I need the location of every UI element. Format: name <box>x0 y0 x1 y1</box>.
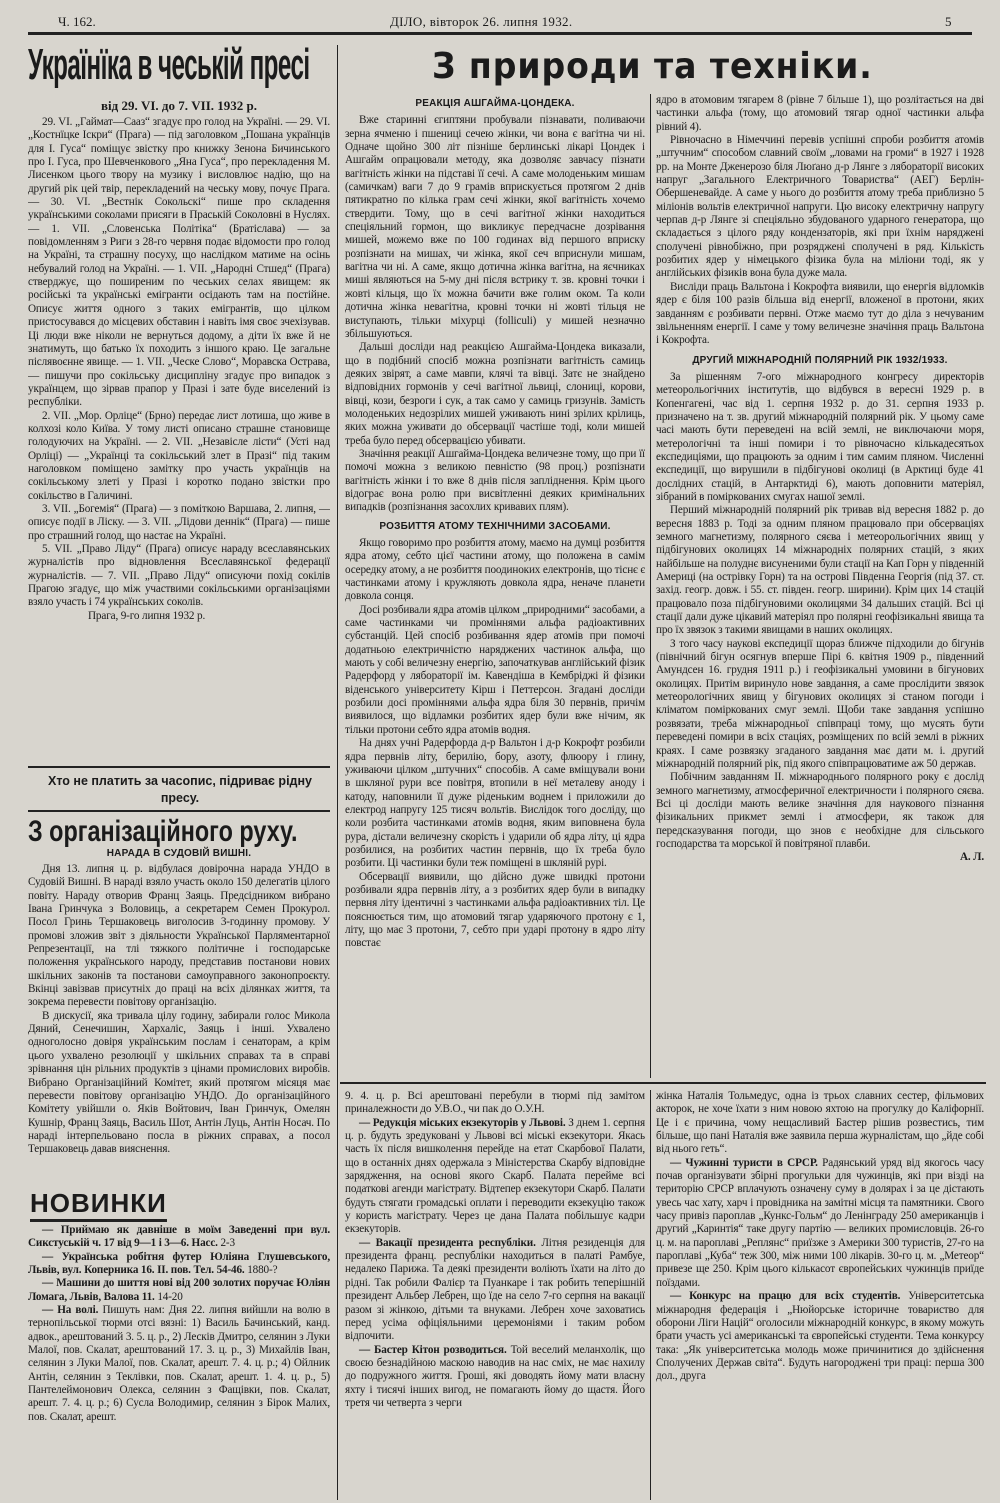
novynky-title: НОВИНКИ <box>30 1188 167 1222</box>
signature: А. Л. <box>959 851 984 864</box>
nature-col-1 <box>345 94 645 1078</box>
novynky-body <box>28 1224 330 1500</box>
divider <box>28 766 330 768</box>
masthead: ДІЛО, вівторок 26. липня 1932. <box>390 14 573 29</box>
paragraph: 5. VII. „Право Ліду“ (Прага) описує нараду всеславянських журналістів про відновлення Всеславянської федерації журналістів. — 7. VII. „Право Ліду“ описуючи похід сокілів Прагою згадує, що між участвими сокільськими організаціями взяло участь і 74 українських соколів. <box>28 543 330 609</box>
page-number: 5 <box>945 14 952 29</box>
news-item: — Бастер Кітон розводиться. Той веселий меланхолік, що своєю безнадійною маскою наводив на нас сміх, не має нахилу до подружного життя. Гроші, які доводять йому мати власну яхту і тисячі інших вигод, не помагають йому до щастя. Його третя чи четверта з черги <box>345 1343 645 1409</box>
nature-title: З природи та техніки. <box>432 46 873 87</box>
section-heading: РЕАКЦІЯ АШГАЙМА-ЦОНДЕКА. <box>415 98 575 109</box>
dateline: Прага, 9-го липня 1932 р. <box>88 609 206 622</box>
paragraph: Досі розбивали ядра атомів цілком „природними“ засобами, а саме частинками чи проміннями альфа радіоактивних субстанцій. Цей спосіб розбивання ядер атомів при помочі додатньою електричністю наряджених частинок альфа, що мають у собі величезну енергію, започаткував англійський фізик Радерфорд у лябораторії ім. Кавендіша в Кембріджі й фізики віденського університету Кірш і Петтерсон. Згадані досліди розбили досі проміннями альфа ядра біля 30 первнів, причім виявилося, що відламки розбитих ядер були вже нічим, як тільки протони себто ядра атомів водня. <box>345 603 645 736</box>
nature-col-2 <box>656 94 984 1078</box>
ukrainika-subtitle: від 29. VI. до 7. VII. 1932 р. <box>101 98 257 113</box>
paragraph: Значіння реакції Ашгайма-Цондека величезне тому, що при її помочі можна з великою певністю (98 проц.) розпізнати вагітність жінки і то вже 8 днів після запліднення. Крім цього відограє вона ролю при висвітленні деяких кримінальних випадків (розпізнання засохлих кривавих плям). <box>345 447 645 514</box>
news-item: — Конкурс на працю для всіх студентів. Університетська міжнародня федерація і „Нюйорське історичне товариство для оборони Ліги Націй“ оголосили міжнародній конкурс, в якому можуть брати участь усі американські та європейські студенти. Тема конкурсу така: „Як університетська молодь може причинитися до здійснення Сполучених Держав світа“. Будуть нагороджені три праці: перша 300 дол., друга <box>656 1290 984 1383</box>
paragraph: В дискусії, яка тривала цілу годину, забирали голос Микола Дяний, Сенечишин, Хархаліс, Заяць і інші. Ухвалено одноголосно довіря українським послам і сенаторам, а крім цього ухвалено резолюції у шкільних справах та в справі зрівнання цін рільних продуктів з цінами промислових виробів. Вибрано Організаційний Комітет, який протягом місяця має перевести повітову організацію УНДО. До організаційного Комітету увійшли о. Яків Войтович, Іван Гринчук, Омелян Кушнір, Франц Заяць, Василь Шот, Антін Луць, Антін Носач. По нараді інтерпельовано посла в ріжних справах, а посол Тершаковець давав вияснення. <box>28 1009 330 1156</box>
paragraph: Якщо говоримо про розбиття атому, маємо на думці розбиття ядра атому, себто цієї частини атому, що положена в самім осередку атому, а не розбиття поодиноких електронів, що тіснє є частинками атому і кружляють довкола ядра, неначе планети довкола сонця. <box>345 537 645 603</box>
paragraph: Обсервації виявили, що дійсно дуже швидкі протони розбивали ядра первнів літу, а з розбитих ядер були в випадку первня літу ідентичні з частинками альфа радіоактивних тіл. Це пояснюється тим, що атомовий тягар ударяючого протону є 1, літу, що має 3 протони, 7, себто при ударі протону в ядро літу повстає <box>345 870 645 950</box>
news-item: 9. 4. ц. р. Всі арештовані перебули в тюрмі під замітом приналежности до У.В.О., чи пак до О.У.Н. <box>345 1090 645 1116</box>
paragraph: Дальші досліди над реакцією Ашгайма-Цондека виказали, що в подібний спосіб можна розпізнати вагітність самиць деяких звірят, а саме мавпи, клячі та вівці. Затє не знайдено відповідних гормонів у сечі вагітної львиці, слониці, корови, вівці, кози, безроги і сук, а так само у самиць гризунів. Замість молоденьких недозрілих мишей уживають нині зрілих крілиць, яких можна уживати до обсервації частіше тоді, коли мишей треба було перед обсервацією убивати. <box>345 341 645 447</box>
column-rule <box>650 94 651 1078</box>
org-title: З організаційного руху. <box>28 815 298 848</box>
news-item: — Вакації президента республіки. Літня резиденція для президента франц. республіки находиться в палаті Рамбуе, недалеко Парижа. Та деякі президенти воліють їхати на літо до рідні. Так робили Фалієр та Пуанкаре і так робить теперішній президент Альбер Лебрен, що їде на село 7-го серпня на вакації разом зі жінкою, дітьми та внуками. Лебрен хоче заховатись перед усіма офіціяльними церемоніями і таким робом відпочити. <box>345 1236 645 1343</box>
paragraph: 3. VII. „Богемія“ (Прага) — з поміткою Варшава, 2. липня, — описує події в Ліску. — 3. VII. „Лідови деннік“ (Прага) — пише про страшний голод, що настає на Україні. <box>28 502 330 542</box>
news-item: — Приймаю як давніше в моїм Заведенні при вул. Сикстуській ч. 17 від 9—1 і 3—6. Насс. 2-3 <box>28 1224 330 1250</box>
header-rule <box>28 32 972 35</box>
org-body <box>28 863 330 1181</box>
paragraph: ядро в атомовим тягарем 8 (рівне 7 більше 1), що розлітається на дві частинки альфа (тому, що атомовий тягар одної частинки альфа рівний 4). <box>656 94 984 133</box>
news-item: жінка Наталія Тольмедус, одна із трьох славних сестер, фільмових акторок, не хоче їхати з ним новою яхтою на прогулку до Каліфорнії. Це і є причина, чому нещасливий Бастер рішив розвестись, тим більше, що пані Наталія вже заявила перша журналістам, що „йде собі від нього геть“. <box>656 1090 984 1156</box>
paragraph: На днях учні Радерфорда д-р Вальтон і д-р Кокрофт розбили ядра первнів літу, берилію, бору, азоту, флюору і глину, уживаючи цілком „штучних“ способів. А саме вміщували вони в шкляної рури все повітря, втопили в неї металеву аноду і катоду, наповнили її дуже ріденьким воднем і приложили до електрод напругу 125 тисяч вольтів. Вислідок того досліду, що коли розбита частинками атомів водня, яким виповнена була рура, дістали величезну скорість і ударили об ядра літу, ці ядра розбилися, на розбитих частин первнів, що їх треба було розбити. Ці частинки були теж поміщені в шкляній рурі. <box>345 737 645 870</box>
ukrainika-title: Українїка в чеській пресі <box>28 40 310 89</box>
paragraph: 2. VII. „Мор. Орліце“ (Брно) передає лист лотиша, що живе в колхозі коло Київа. У тому листі описано страшне становище голодуючих на Україні. — 2. VII. „Незавісле лісти“ (Усті над Орліці) — „Українці та сокільський злет в Празі“ під таким наголовком поміщено замітку про участь українців на сокільському злеті у Празі і коротко подано звістки про сокільство в Галичині. <box>28 409 330 502</box>
paragraph: За рішенням 7-ого міжнародного конгресу директорів метеорольогічних інститутів, що відбувся в вересні 1929 р. в Копенгагені, час від 1. серпня 1932 р. до 31. серпня 1933 р. призначено на т. зв. другий міжнародній полярний рік. У цьому саме часі мають бути переведені на всій землі, не виключаючи моря, метерологічні та інші помири і то рівночасно кількадесятьох експедиціями, що працюють за одним і тим самим пляном. Численні експедиції, що вирушили в підбігунові околиці (в Арктиці буде 41 дослідних стацій, в Антарктиді 6), мають доповнити матеріял, зібраний в поміркованих смугах нашої землі. <box>656 370 984 503</box>
divider <box>28 810 330 812</box>
column-rule <box>337 45 338 1500</box>
column-rule <box>650 1090 651 1500</box>
issue-number: Ч. 162. <box>58 14 96 29</box>
section-heading: РОЗБИТТЯ АТОМУ ТЕХНІЧНИМИ ЗАСОБАМИ. <box>379 520 611 532</box>
paragraph: Вже старинні єгиптяни пробували пізнавати, поливаючи зерна ячменю і пшениці сечею жінки, чи вона є вагітна чи ні. Одначе щойно 300 літ пізніше берлинські лікарі Цондек і Ашгайм опрацювали методу, яка дозволяє завчасу пізнати вагітність жінки на підставі її сечі. А саме молоденьким мишам (самичкам) ваги 7 до 9 грамів вприскується протягом 2 днів пятикратно по кілька грам сечі жінки, якої вагітність хочемо ствердити. Тому, що в сечі вагітної жінки находиться спеціяльний гормон, що викликує передчасне дозрівання мишей, можемо вже по 100 годинах від першого вприску розпізнати на мишах, чи жінка, якої сеч вприснули мишам, вагітна чи ні. А саме, якщо дотична жінка вагітна, на яєчниках миші являються на 5-му дні після встрику т. зв. кровні точки і жовті кільця, що їх можна бачити вже голим оком. Та коли дотична жінка невагітна, кровні точки ні жовті тільця не виступають, тільки міхурці (folliculi) у мишей незначно збільшуються. <box>345 114 645 340</box>
paragraph: Висліди праць Вальтона і Кокрофта виявили, що енергія відломків ядер є біля 100 разів більша від енергії, вложеної в протони, яких завданням є розбивати первні. Отже маємо тут до діла з нечуваним звільненням енергії. І саме у тому величезне значіння праць Вальтона і Кокрофта. <box>656 280 984 347</box>
paragraph: З того часу наукові експедиції щораз ближче підходили до бігунів (північний бігун осягнув вперше Пірі 6. квітня 1909 р., південний Амундсен 16. грудня 1911 р.) і геофізикальні умовини в бігунових околицях. Притім виринуло нове завдання, а саме прослідити звязок метеорологічних явищ у бігунових околицях зі станом погоди і кліматом поміркованих смуг землі. Щоби таке завдання успішно розвязати, треба міжнародньої співпраці тому, що мусять бути переведені помири в всіх стаціях, розміщених по всій землі в ріжних краях. І саме розвязку згаданого завдання має дати м. і. другий міжнародній полярний рік, під якого співпрацюватиме аж 50 держав. <box>656 637 984 770</box>
section-heading: ДРУГИЙ МІЖНАРОДНІЙ ПОЛЯРНИЙ РІК 1932/1933. <box>692 354 948 366</box>
news-item: — Редукція міських екзекуторів у Львові. З днем 1. серпня ц. р. будуть зредуковані у Львові всі міські екзекутори. Якась часть їх після вишколення перейде на етат Скарбової Палати, що в останніх днях одержала з Міністерства Скарбу відповідне зарядження, на основі якого Скарб. Палата перейме всі податкові агенди магістрату. Відтепер екзекутори Скарб. Палати будуть стягати громадські оплати і переводити екзекуцію також у користь магістрату. Через це дана Палата побільшує кадри екзекуторів. <box>345 1116 645 1236</box>
paragraph: Рівночасно в Німеччині перевів успішні спроби розбиття атомів „штучним“ способом славний своїм „ловами на громи“ в 1927 і 1928 рр. на Монте Дженерозо біля Люґано д-р Лянге з лябораторії високих напруг „Загального Електричного Товариства“ (АЕГ) Берлін-Обершеневайде. А саме у нього до розбиття атому треба приблизно 5 міліонів вольтів електричної напруги. Цю високу електричну напругу черпав д-р Лянге зі спеціяльно збудованого ударного генератора, що складається з цілого ряду кондензаторів, які при їхнім наряджені сполучені рівнобіжно, при розряджені сполучені в ряд. Кількість розбитих ядер у німецького фізика була на міліони тоді, як у англійських фізиків вона була дуже мала. <box>656 134 984 280</box>
news-col-2 <box>656 1090 984 1500</box>
paragraph: Дня 13. липня ц. р. відбулася довірочна нарада УНДО в Судовій Вишні. В нараді взяло участь около 150 делегатів цілого повіту. Нараду отворив Франц Заяць. Предсідником вибрано Івана Гринчука з Воловиць, а секретарем Семен Прокурол. Посол Гринь Тершаковець виголосив 3-годинну промову. У промові зложив звіт з діяльности Української Парляментарної Репрезентації, на тлі тяжкого політичне і господарське положення українського народу, представив постанови нових шкільних законів та постанови самоуправного законопроєкту. Вкінці завізвав присутніх до праці на всіх ділянках життя, та зокрема перевести повітову організацію. <box>28 863 330 1009</box>
org-subtitle: НАРАДА В СУДОВІЙ ВИШНІ. <box>106 848 252 859</box>
section-rule <box>340 1082 986 1084</box>
news-item: — На волі. Пишуть нам: Дня 22. липня вийшли на волю в тернопільської тюрми отсі вязні: 1) Василь Бачинський, канд. адвок., арештований 3. 5. ц. р., 2) Лесків Дмитро, селянин з Луки Малої, пов. Скалат, арештований 17. 3. ц. р., 3) Михайлів Іван, селянин з Луки Малої, пов. Скалат, арешт. 7. 4. ц. р.; 4) Ойлник Антін, селянин з Теклівки, пов. Скалат, арешт. 1. 4. ц. р., 5) Пантелеймонович Олекса, селянин з Фащівки, пов. Скалат, арешт. 7. 4. ц. р.; 6) Сусла Володимир, селянин з Бірок Малих, пов. Скалат, арешт. <box>28 1304 330 1423</box>
slogan: Хто не платить за часопис, підриває рідну пресу. <box>48 774 312 805</box>
news-item: — Українська робітня футер Юліяна Глушевського, Львів, вул. Коперника 16. II. пов. Тел. 54-46. 1880-? <box>28 1250 330 1277</box>
paragraph: Перший міжнародній полярний рік тривав від вересня 1882 р. до вересня 1883 р. Тоді за одним пляном працювало при обсерваціях земного магнетизму, полярного сяєва і метеорольогічних явищ у підбігунових околицях 14 міжнародніх полярних стацій, з яких найбільше на полуднє висуненими були стації на Кап Горн у південній Америці (на острівку Горн) та на острові Південна Георгія (під 37. ст. захід. геогр. довж. і 55. ст. півден. геогр. ширини). Крім цих 14 стацій працювало поза підбігуновими околицями 34 дальших стацій. Всі ці стації дали дуже цікавий матеріял про полярні геофізикальні явища та про їх звязок з такими явищами в наших околицях. <box>656 504 984 637</box>
news-item: — Машини до шиття нові від 200 золотих поручає Юліян Ломага, Львів, Валова 11. 14-20 <box>28 1277 330 1303</box>
news-item: — Чужинні туристи в СРСР. Радянський уряд від якогось часу почав організувати збірні прогульки для чужинців, які при візді на територію СРСР вплачують означену суму в долярах і за це дістають увесь час хату, харч і провідника на замітні місця та памятники. Свого часу привіз пароплав „Кункс-Гольм“ до Ленінграду 250 американців і другий „Каринтія“ таке другу партію — великих промисловців. 26-го ц. м. на пароплаві „Реплянс“ приїзже з Америки 300 туристів, 27-го на пароплаві „Куба“ теж 300, між ними 100 лікарів. 30-го ц. м. „Метеор“ привезе ще 250. Крім цього кількасот європейських чужинців приїде поїздами. <box>656 1156 984 1289</box>
paragraph: Побічним завданням II. міжнароднього полярного року є дослід земного магнетизму, атмосферичної електричности і полярного сяєва. Всі ці досліди мають велике значіння для наукового пізнання фізикальних прикмет землі і атмосфери, як також для передсказування погоди, що знов є необхідне для сільського господарства та морської й повітряної плавби. <box>656 771 984 850</box>
paragraph: 29. VI. „Гаймат—Саaз“ згадує про голод на Україні. — 29. VI. „Костнїцке Іскри“ (Прага) — під заголовком „Пошана українців для І. Гуса“ поміщує звістку про книжку Зенона Бичинського про І. Гуса, про Шевченкового „Яна Гуса“, про перекладення М. Лисенком цього твору на музику і висловлює надію, що на другий рік цей твір, перекладений на чеську мову, почує Прага. — 30. VI. „Вестнік Сокольскі“ пише про складення українськими соколами присяги в Праській Соколовні в Нуслях. — 1. VII. „Словенська Політіка“ (Братіслава) — за повідомленням з Риги з 28-го червня подає відомости про голод на Україні, та страшну посуху, що наслідком матиме на осінь небувалий голод на Україні. — 1. VII. „Народні Стшед“ (Прага) стверджує, що поширеним по чеських селах явищем: як російські та українські емігранти осідають там на постійне. Описує життя одного з таких емігрантів, що цілком пристосувався до місцевих обставин і навіть імя своє зчехізував. Ці люди вже ніколи не вернуться додому, а діти їх вже й не знатимуть, що батько їх походить з іншого краю. Це загальне післявоєнне явище. — 1. VII. „Ческе Слово“, Моравска Острава, — пишучи про сокільську дисципліну згадує про випадок з українцем, що зірвав прапор у Празі і зате буде виселений із республіки. <box>28 116 330 409</box>
news-col-1 <box>345 1090 645 1500</box>
ukrainika-body <box>28 116 330 761</box>
